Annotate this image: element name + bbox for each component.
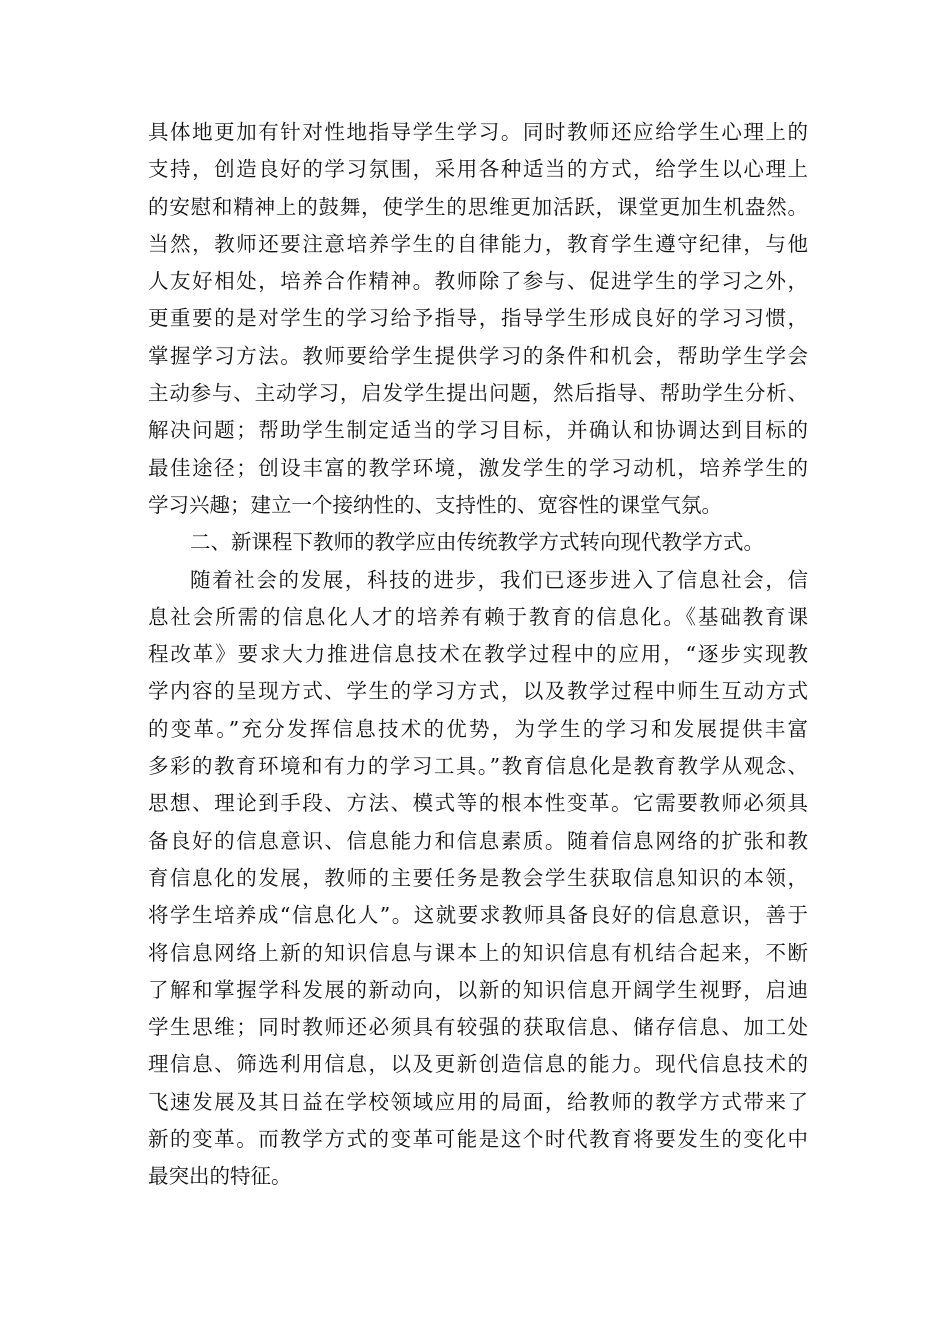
text-line: 学习兴趣；建立一个接纳性的、支持性的、宽容性的课堂气氛。: [148, 492, 722, 517]
text-line: 人友好相处，培养合作精神。教师除了参与、促进学生的学习之外，: [148, 269, 808, 294]
text-line: 的变革。”充分发挥信息技术的优势，为学生的学习和发展提供丰富: [148, 716, 808, 741]
text-line: 最佳途径；创设丰富的教学环境，激发学生的学习动机，培养学生的: [148, 455, 808, 480]
text-line: 将信息网络上新的知识信息与课本上的知识信息有机结合起来，不断: [148, 940, 808, 965]
body-text: [148, 114, 808, 1196]
text-line: 主动参与、主动学习，启发学生提出问题，然后指导、帮助学生分析、: [148, 381, 808, 406]
text-line: 飞速发展及其日益在学校领域应用的局面，给教师的教学方式带来了: [148, 1089, 808, 1114]
text-line: 理信息、筛选利用信息，以及更新创造信息的能力。现代信息技术的: [148, 1052, 808, 1077]
text-line: 将学生培养成“信息化人”。这就要求教师具备良好的信息意识，善于: [148, 903, 808, 928]
text-line: 育信息化的发展，教师的主要任务是教会学生获取信息知识的本领，: [148, 865, 808, 890]
text-line: 多彩的教育环境和有力的学习工具。”教育信息化是教育教学从观念、: [148, 754, 808, 779]
text-line: 支持，创造良好的学习氛围，采用各种适当的方式，给学生以心理上: [148, 157, 808, 182]
text-line: 的安慰和精神上的鼓舞，使学生的思维更加活跃，课堂更加生机盎然。: [148, 194, 808, 219]
text-line: 掌握学习方法。教师要给学生提供学习的条件和机会，帮助学生学会: [148, 343, 808, 368]
text-line: 最突出的特征。: [148, 1164, 292, 1189]
text-line: 具体地更加有针对性地指导学生学习。同时教师还应给学生心理上的: [148, 120, 808, 144]
text-line: 思想、理论到手段、方法、模式等的根本性变革。它需要教师必须具: [148, 791, 808, 816]
text-line: 了解和掌握学科发展的新动向，以新的知识信息开阔学生视野，启迪: [148, 977, 808, 1002]
text-line: 二、新课程下教师的教学应由传统教学方式转向现代教学方式。: [190, 530, 764, 555]
text-line: 解决问题；帮助学生制定适当的学习目标，并确认和协调达到目标的: [148, 418, 808, 443]
text-line: 程改革》要求大力推进信息技术在教学过程中的应用，“逐步实现教: [148, 642, 808, 667]
text-line: 更重要的是对学生的学习给予指导，指导学生形成良好的学习习惯，: [148, 306, 808, 331]
text-line: 学生思维；同时教师还必须具有较强的获取信息、储存信息、加工处: [148, 1015, 808, 1040]
text-line: 备良好的信息意识、信息能力和信息素质。随着信息网络的扩张和教: [148, 828, 808, 853]
text-line: 学内容的呈现方式、学生的学习方式，以及教学过程中师生互动方式: [148, 679, 808, 704]
text-line: 息社会所需的信息化人才的培养有赖于教育的信息化。《基础教育课: [148, 604, 808, 629]
text-line: 当然，教师还要注意培养学生的自律能力，教育学生遵守纪律，与他: [148, 231, 808, 256]
text-line: 新的变革。而教学方式的变革可能是这个时代教育将要发生的变化中: [148, 1127, 808, 1152]
text-line: 随着社会的发展，科技的进步，我们已逐步进入了信息社会，信: [190, 567, 808, 592]
